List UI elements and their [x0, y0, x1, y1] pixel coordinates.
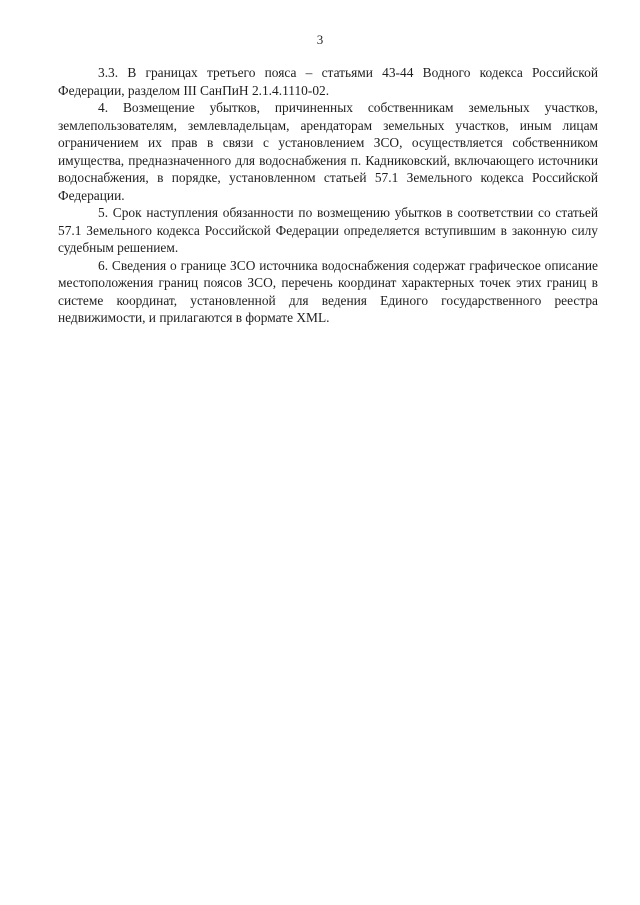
- paragraph-3-3: 3.3. В границах третьего пояса – статьями 43-44 Водного кодекса Российской Федерации, разделом III СанПиН 2.1.4.1110-02.: [58, 65, 598, 98]
- paragraph-4: 4. Возмещение убытков, причиненных собственникам земельных участков, землепользователям, землевладельцам, арендаторам земельных участков, иным лицам ограничением их прав в связи с установлением ЗСО, осуществляется собственником имущества, предназначенного для водоснабжения п. Кадниковский, включающего источники водоснабжения, в порядке, установленном статьей 57.1 Земельного кодекса Российской Федерации.: [58, 100, 598, 203]
- paragraph-6: 6. Сведения о границе ЗСО источника водоснабжения содержат графическое описание местоположения границ поясов ЗСО, перечень координат характерных точек этих границ в системе координат, установленной для ведения Единого государственного реестра недвижимости, и прилагаются в формате XML.: [58, 257, 598, 325]
- paragraph-5: 5. Срок наступления обязанности по возмещению убытков в соответствии со статьей 57.1 Земельного кодекса Российской Федерации определяется вступившим в законную силу судебным решением.: [58, 205, 598, 255]
- page-number: 3: [316, 32, 324, 47]
- document-body: [58, 64, 598, 327]
